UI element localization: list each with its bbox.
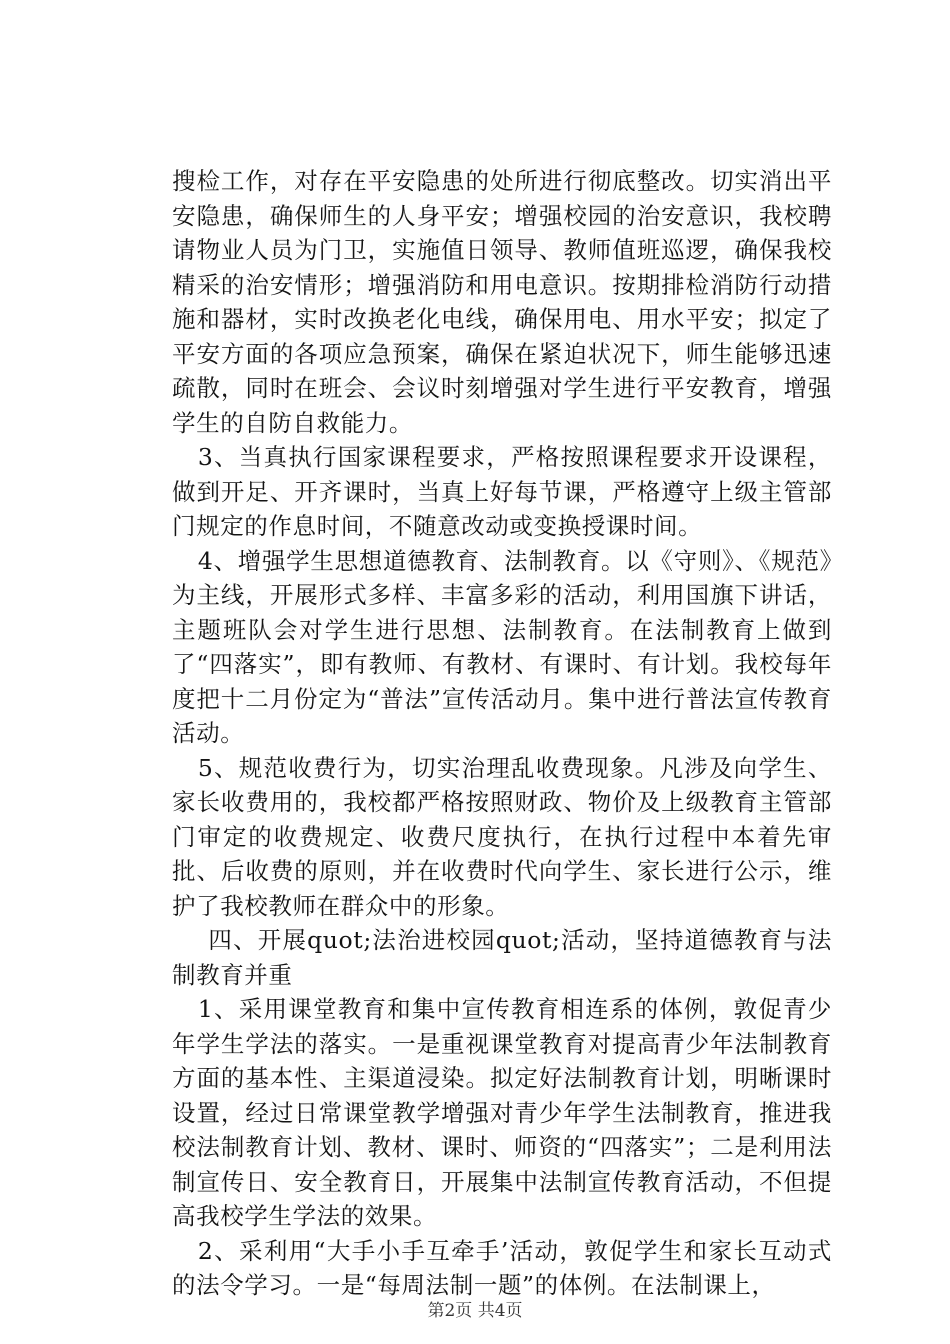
paragraph-safety-inspection: 搜检工作，对存在平安隐患的处所进行彻底整改。切实消出平安隐患，确保师生的人身平安；增强校园的治安意识，我校聘请物业人员为门卫，实施值日领导、教师值班巡逻，确保我校精采的治安情形；增强消防和用电意识。按期排检消防行动措施和器材，实时改换老化电线，确保用电、用水平安；拟定了平安方面的各项应急预案，确保在紧迫状况下，师生能够迅速疏散，同时在班会、会议时刻增强对学生进行平安教育，增强学生的自防自救能力。 [172,167,832,437]
paragraph-item-3-curriculum: 3、当真执行国家课程要求，严格按照课程要求开设课程，做到开足、开齐课时，当真上好每节课，严格遵守上级主管部门规定的作息时间，不随意改动或变换授课时间。 [172,443,832,540]
paragraph-item-2-parent-child: 2、采利用“大手小手互牵手’活动，敦促学生和家长互动式的法令学习。一是“每周法制一题”的体例。在法制课上， [172,1236,832,1299]
paragraph-item-1-classroom-education: 1、采用课堂教育和集中宣传教育相连系的体例，敦促青少年学生学法的落实。一是重视课堂教育对提高青少年法制教育方面的基本性、主渠道浸染。拟定好法制教育计划，明晰课时设置，经过日常课堂教学增强对青少年学生法制教育，推进我校法制教育计划、教材、课时、师资的“四落实”；二是利用法制宣传日、安全教育日，开展集中法制宣传教育活动，不但提高我校学生学法的效果。 [172,995,832,1230]
section-heading-four: 四、开展quot;法治进校园quot;活动，坚持道德教育与法制教育并重 [172,926,832,989]
paragraph-item-4-moral-education: 4、增强学生思想道德教育、法制教育。以《守则》、《规范》为主线，开展形式多样、丰富多彩的活动，利用国旗下讲话，主题班队会对学生进行思想、法制教育。在法制教育上做到了“四落实”，即有教师、有教材、有课时、有计划。我校每年度把十二月份定为“普法”宣传活动月。集中进行普法宣传教育活动。 [172,546,832,747]
document-body [172,164,832,1303]
paragraph-item-5-fees: 5、规范收费行为，切实治理乱收费现象。凡涉及向学生、家长收费用的，我校都严格按照财政、物价及上级教育主管部门审定的收费规定、收费尺度执行，在执行过程中本着先审批、后收费的原则，并在收费时代向学生、家长进行公示，维护了我校教师在群众中的形象。 [172,753,832,920]
page-number-footer: 第2页 共4页 [427,1301,523,1321]
